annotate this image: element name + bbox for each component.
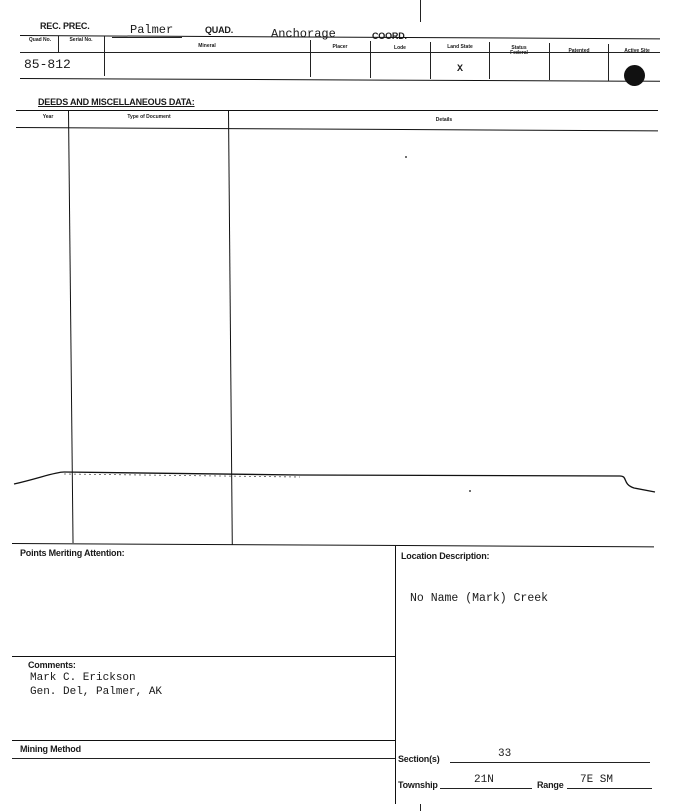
comments-top-rule [12,656,395,657]
col-land-state: Land State [447,44,473,50]
paste-seam-line [0,462,678,502]
col-lode: Lode [394,45,406,51]
deeds-header-rule [16,127,658,131]
top-fold-mark [420,0,421,22]
col-patented: Patented [568,48,590,54]
rec-prec-value: Palmer [130,23,174,37]
speck-2 [469,490,471,492]
col-active-site: Active Site [624,48,650,54]
comments-line-1: Mark C. Erickson [30,672,136,684]
quad-label: QUAD. [205,25,233,35]
location-description-label: Location Description: [401,551,490,561]
range-value: 7E SM [580,774,614,786]
active-site-dot [624,65,645,86]
col-sep-mineral [104,36,105,76]
sections-label: Section(s) [398,754,440,764]
deeds-title: DEEDS AND MISCELLANEOUS DATA: [38,97,195,107]
col-year: Year [42,114,54,120]
location-description-value: No Name (Mark) Creek [410,592,549,605]
rec-prec-underline [112,37,182,38]
comments-label: Comments: [28,660,76,670]
quad-value: Anchorage [271,27,336,41]
coord-label: COORD. [372,31,407,41]
points-meriting-attention-label: Points Meriting Attention: [20,548,125,558]
col-sep-status [489,42,490,79]
quad-no-value: 85-812 [24,57,71,72]
col-quad-no: Quad No. [28,37,52,43]
speck-1 [405,156,407,158]
range-label: Range [537,780,564,790]
bottom-col-divider [395,546,396,804]
col-serial-no: Serial No. [69,37,93,43]
col-details: Details [435,117,453,123]
township-underline [440,788,532,789]
range-underline [567,788,652,789]
township-value: 21N [474,774,494,786]
col-status-federal: Status Federal [510,45,528,56]
col-type-of-document: Type of Document [127,114,171,120]
bottom-section-top-rule [12,543,654,547]
sections-value: 33 [498,748,512,760]
sections-underline [450,762,650,763]
col-sep-land [430,42,431,79]
rec-prec-label: REC. PREC. [40,21,90,31]
township-label: Township [398,780,438,790]
col-placer: Placer [332,44,348,50]
bottom-fold-mark [420,804,421,811]
col-mineral: Mineral [198,43,216,49]
mining-method-top-rule [12,740,395,741]
mining-method-bottom-rule [12,758,395,759]
land-state-mark: X [457,64,464,75]
col-sep-serial [58,36,59,52]
deeds-top-rule [16,110,658,111]
header-table-bottom-rule [20,78,660,82]
mining-method-label: Mining Method [20,744,81,754]
comments-line-2: Gen. Del, Palmer, AK [30,686,163,698]
